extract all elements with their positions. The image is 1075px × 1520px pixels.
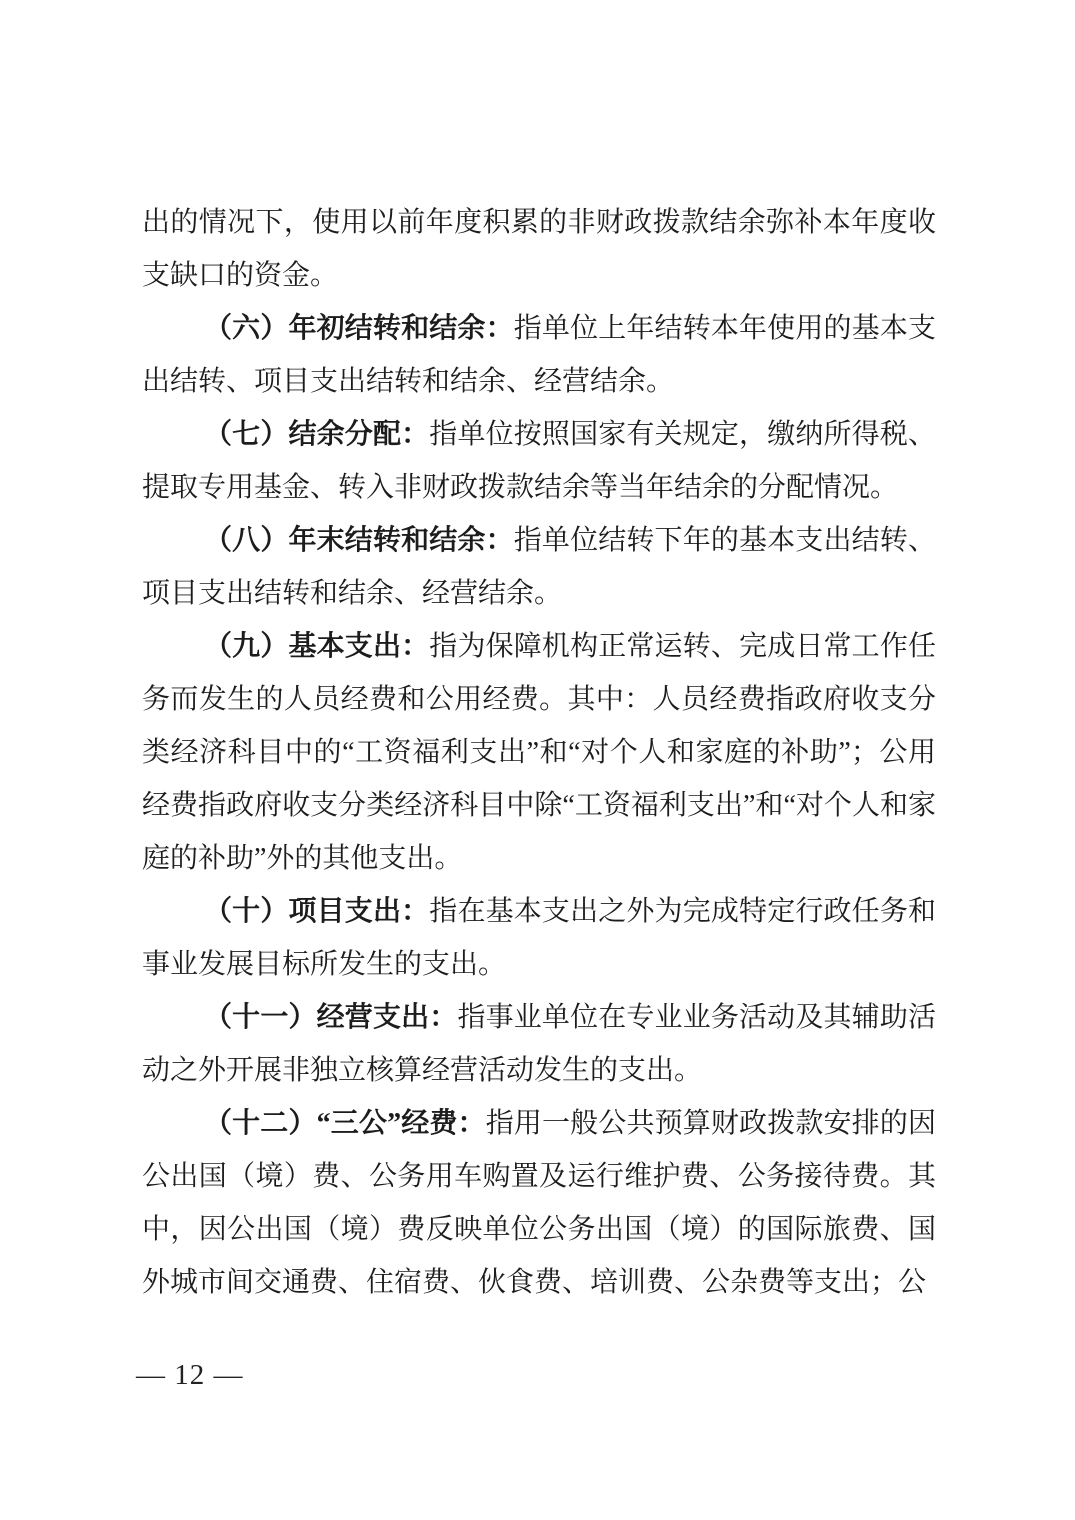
definition-term: （七）结余分配： [204,419,430,450]
body-text: 指单位上年结转本年使用的基本支出结转、项目支出结转和结余、经营结余。 [142,313,936,397]
paragraph [142,302,936,408]
definition-term: （十一）经营支出： [204,1002,458,1033]
body-text: 出的情况下，使用以前年度积累的非财政拨款结余弥补本年度收支缺口的资金。 [142,207,936,291]
paragraph [142,1097,936,1309]
definition-term: （六）年初结转和结余： [204,313,514,344]
body-text: 指单位按照国家有关规定，缴纳所得税、提取专用基金、转入非财政拨款结余等当年结余的分配情况。 [142,419,936,503]
definition-term: （九）基本支出： [204,631,430,662]
body-text: 指事业单位在专业业务活动及其辅助活动之外开展非独立核算经营活动发生的支出。 [142,1002,936,1086]
body-text: 指用一般公共预算财政拨款安排的因公出国（境）费、公务用车购置及运行维护费、公务接待费。其中，因公出国（境）费反映单位公务出国（境）的国际旅费、国外城市间交通费、住宿费、伙食费、培训费、公杂费等支出；公 [142,1108,936,1298]
body-text: 指单位结转下年的基本支出结转、项目支出结转和结余、经营结余。 [142,525,936,609]
paragraph [142,620,936,885]
paragraph [142,885,936,991]
paragraph [142,408,936,514]
page-number: — 12 — [136,1359,244,1391]
paragraph [142,514,936,620]
document-body [142,196,936,1309]
paragraph [142,991,936,1097]
paragraph [142,196,936,302]
definition-term: （十二）“三公”经费： [204,1108,486,1139]
definition-term: （十）项目支出： [204,896,430,927]
definition-term: （八）年末结转和结余： [204,525,514,556]
body-text: 指为保障机构正常运转、完成日常工作任务而发生的人员经费和公用经费。其中：人员经费指政府收支分类经济科目中的“工资福利支出”和“对个人和家庭的补助”；公用经费指政府收支分类经济科目中除“工资福利支出”和“对个人和家庭的补助”外的其他支出。 [142,631,936,874]
body-text: 指在基本支出之外为完成特定行政任务和事业发展目标所发生的支出。 [142,896,936,980]
